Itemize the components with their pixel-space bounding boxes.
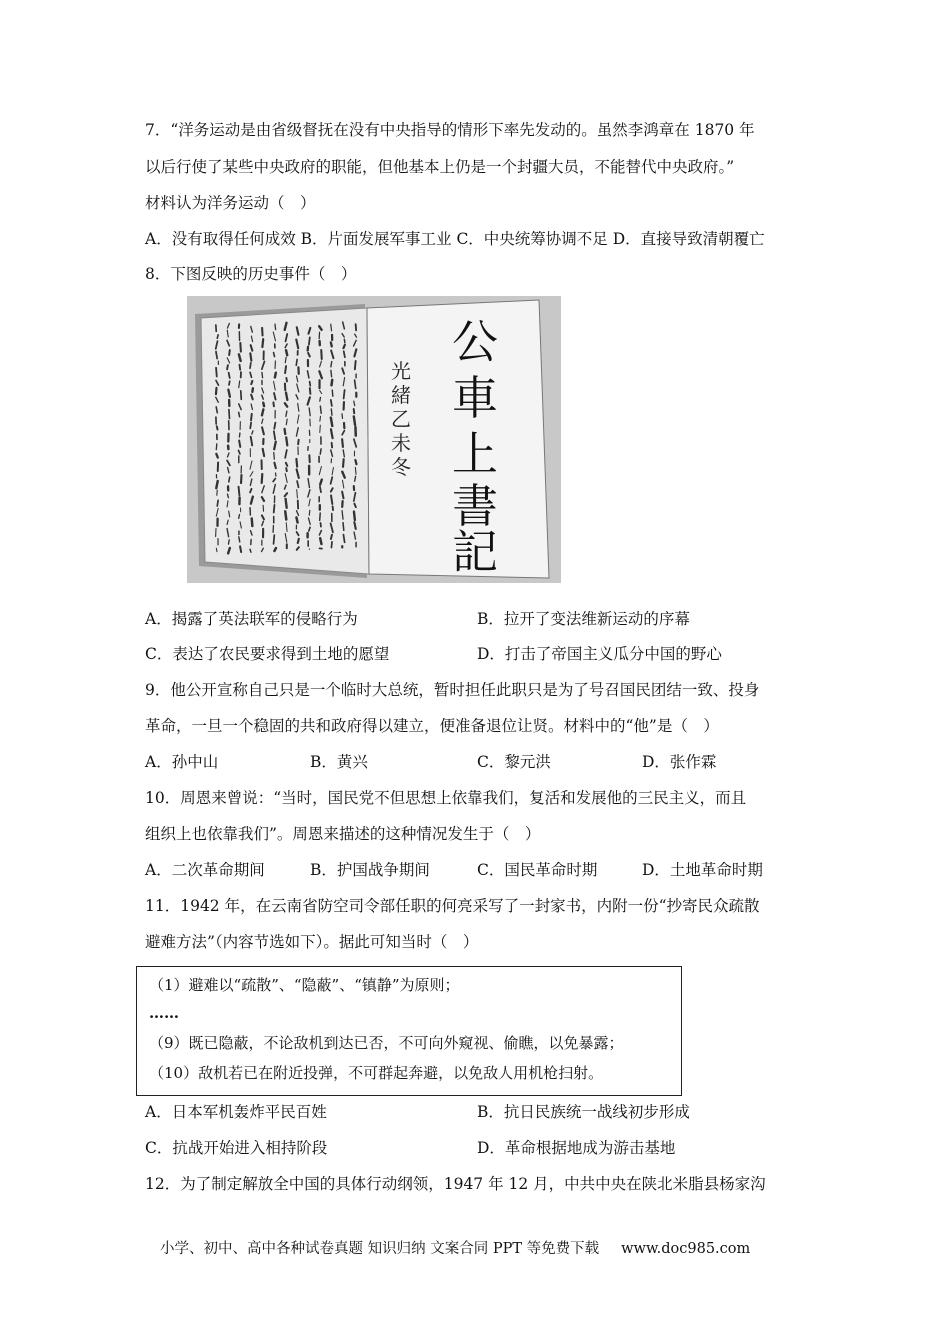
manuscript-stroke [320, 416, 321, 421]
q7-line-1: 7．“洋务运动是由省级督抚在没有中央指导的情形下率先发动的。虽然李鸿章在 1870 年 [145, 121, 755, 139]
manuscript-stroke [250, 489, 251, 493]
q10-line-1: 10．周恩来曾说：“当时，国民党不但思想上依靠我们，复活和发展他的三民主义，而且 [145, 789, 747, 807]
manuscript-stroke [320, 449, 321, 454]
manuscript-stroke [320, 397, 321, 401]
manuscript-stroke [240, 546, 241, 552]
manuscript-stroke [296, 359, 297, 365]
q10-option-b: B．护国战争期间 [310, 861, 430, 879]
title-char-4: 書 [452, 479, 498, 533]
manuscript-stroke [331, 542, 332, 548]
manuscript-stroke [309, 510, 310, 515]
manuscript-stroke [320, 538, 321, 544]
side-char-2: 緒 [391, 383, 411, 407]
side-char-4: 未 [391, 431, 411, 455]
manuscript-stroke [331, 380, 332, 385]
q11-quote-line-1: （1）避难以“疏散”、“隐蔽”、“镇静”为原则； [149, 976, 460, 994]
q10-option-d: D．土地革命时期 [642, 861, 763, 879]
manuscript-stroke [320, 425, 321, 432]
side-char-1: 光 [391, 359, 411, 383]
manuscript-stroke [263, 403, 264, 406]
manuscript-stroke [216, 481, 217, 488]
manuscript-stroke [355, 467, 356, 474]
q11-quote-box [136, 966, 682, 1096]
manuscript-stroke [343, 459, 344, 467]
manuscript-stroke [216, 388, 217, 394]
manuscript-stroke [354, 522, 355, 529]
manuscript-stroke [320, 487, 321, 493]
q9-option-a: A．孙中山 [145, 753, 219, 771]
manuscript-stroke [285, 429, 286, 434]
side-char-5: 冬 [391, 455, 411, 479]
manuscript-stroke [274, 452, 275, 459]
q10-option-c: C．国民革命时期 [477, 861, 598, 879]
manuscript-stroke [331, 370, 332, 376]
title-char-2: 車 [452, 371, 498, 425]
manuscript-stroke [331, 400, 332, 406]
manuscript-stroke [344, 339, 345, 342]
manuscript-stroke [262, 339, 263, 347]
manuscript-stroke [262, 372, 263, 377]
title-char-5: 記 [452, 525, 498, 579]
manuscript-stroke [240, 365, 241, 370]
manuscript-stroke [262, 474, 263, 483]
q9-option-d: D．张作霖 [642, 753, 717, 771]
manuscript-stroke [331, 535, 332, 539]
manuscript-stroke [331, 362, 332, 367]
manuscript-stroke [343, 345, 344, 348]
manuscript-stroke [320, 406, 321, 413]
q9-option-c: C．黎元洪 [477, 753, 551, 771]
manuscript-stroke [274, 423, 275, 429]
manuscript-stroke [274, 505, 275, 513]
manuscript-stroke [331, 342, 332, 346]
manuscript-stroke [355, 460, 356, 464]
manuscript-stroke [250, 353, 251, 360]
manuscript-stroke [285, 511, 286, 519]
manuscript-stroke [331, 495, 332, 504]
manuscript-stroke [274, 442, 276, 450]
manuscript-stroke [286, 499, 287, 508]
manuscript-stroke [342, 492, 343, 499]
manuscript-stroke [229, 410, 230, 419]
manuscript-stroke [229, 350, 230, 355]
manuscript-stroke [263, 449, 264, 456]
manuscript-stroke [285, 357, 286, 363]
manuscript-stroke [321, 350, 322, 359]
manuscript-stroke [251, 381, 252, 384]
manuscript-stroke [354, 504, 355, 508]
q7-options: A．没有取得任何成效 B．片面发展军事工业 C．中央统筹协调不足 D．直接导致清朝覆亡 [145, 230, 765, 248]
title-char-3: 上 [452, 427, 498, 481]
manuscript-stroke [354, 512, 355, 520]
manuscript-stroke [228, 548, 230, 553]
manuscript-stroke [262, 409, 263, 415]
manuscript-stroke [286, 468, 287, 471]
manuscript-stroke [354, 409, 355, 413]
manuscript-stroke [344, 351, 345, 357]
q7-line-2: 以后行使了某些中央政府的职能，但他基本上仍是一个封疆大员，不能替代中央政府。” [145, 158, 735, 176]
manuscript-stroke [216, 407, 217, 413]
manuscript-stroke [310, 388, 311, 394]
manuscript-stroke [275, 373, 276, 378]
manuscript-stroke [240, 343, 241, 352]
q11-quote-ellipsis: …… [149, 1004, 179, 1022]
manuscript-stroke [239, 354, 241, 361]
manuscript-stroke [285, 366, 286, 373]
manuscript-stroke [229, 381, 230, 385]
manuscript-stroke [331, 409, 332, 415]
manuscript-stroke [250, 549, 251, 552]
q11-option-a: A．日本军机轰炸平民百姓 [145, 1103, 327, 1121]
q9-line-2: 革命，一旦一个稳固的共和政府得以建立，便准备退位让贤。材料中的“他”是（ ） [145, 717, 719, 735]
q8-option-d: D．打击了帝国主义瓜分中国的野心 [477, 645, 722, 663]
manuscript-stroke [274, 548, 276, 551]
manuscript-stroke [228, 390, 230, 397]
manuscript-stroke [217, 500, 218, 506]
q8-option-a: A．揭露了英法联军的侵略行为 [145, 610, 358, 628]
manuscript-stroke [331, 418, 332, 426]
manuscript-stroke [320, 480, 322, 485]
manuscript-stroke [286, 393, 287, 400]
footer-text: 小学、初中、高中各种试卷真题 知识归纳 文案合同 PPT 等免费下载 [160, 1241, 600, 1257]
manuscript-stroke [343, 523, 344, 531]
manuscript-stroke [274, 431, 275, 439]
manuscript-stroke [286, 378, 287, 382]
manuscript-stroke [296, 517, 297, 522]
q11-line-1: 11．1942 年，在云南省防空司令部任职的何亮采写了一封家书，内附一份“抄寄民众疏散 [145, 897, 760, 915]
manuscript-stroke [286, 350, 287, 355]
q8-option-b: B．拉开了变法维新运动的序幕 [477, 610, 690, 628]
manuscript-stroke [239, 537, 240, 542]
manuscript-stroke [229, 477, 230, 482]
q8-option-c: C．表达了农民要求得到土地的愿望 [145, 645, 390, 663]
manuscript-stroke [342, 439, 343, 447]
manuscript-stroke [250, 423, 251, 429]
manuscript-stroke [275, 324, 276, 329]
manuscript-stroke [216, 368, 217, 377]
manuscript-stroke [354, 416, 355, 425]
manuscript-stroke [320, 513, 321, 520]
manuscript-stroke [343, 535, 344, 543]
q10-option-a: A．二次革命期间 [145, 861, 265, 879]
q11-quote-line-4: （10）敌机若已在附近投弹，不可群起奔避，以免敌人用机枪扫射。 [149, 1064, 604, 1082]
manuscript-stroke [298, 539, 299, 543]
manuscript-stroke [274, 463, 275, 468]
manuscript-stroke [320, 523, 321, 527]
side-char-3: 乙 [391, 407, 411, 431]
manuscript-stroke [217, 335, 218, 338]
manuscript-stroke [286, 437, 287, 445]
manuscript-stroke [355, 476, 356, 481]
manuscript-stroke [286, 419, 287, 425]
page-footer [160, 1237, 750, 1258]
q10-line-2: 组织上也依靠我们”。周恩来描述的这种情况发生于（ ） [145, 825, 541, 843]
title-char-1: 公 [452, 315, 498, 369]
manuscript-stroke [274, 353, 275, 357]
manuscript-stroke [252, 518, 253, 526]
manuscript-stroke [310, 382, 311, 386]
manuscript-stroke [216, 548, 217, 551]
manuscript-stroke [298, 440, 299, 445]
manuscript-stroke [239, 412, 240, 416]
manuscript-stroke [227, 494, 228, 498]
footer-url[interactable]: www.doc985.com [621, 1241, 751, 1257]
manuscript-stroke [344, 390, 345, 398]
manuscript-stroke [216, 352, 217, 359]
q11-option-c: C．抗战开始进入相持阶段 [145, 1139, 328, 1157]
manuscript-stroke [216, 454, 217, 458]
manuscript-stroke [252, 388, 253, 392]
q11-quote-line-3: （9）既已隐蔽，不论敌机到达已否，不可向外窥视、偷瞧，以免暴露； [149, 1034, 624, 1052]
manuscript-stroke [250, 363, 251, 368]
manuscript-stroke [332, 390, 333, 396]
manuscript-stroke [296, 459, 297, 467]
manuscript-stroke [239, 440, 240, 446]
gongche-shangshu-photo [187, 296, 561, 583]
q8-stem: 8．下图反映的历史事件（ ） [145, 265, 357, 283]
manuscript-stroke [217, 426, 218, 429]
manuscript-stroke [286, 463, 287, 466]
q12-line-1: 12．为了制定解放全中国的具体行动纲领，1947 年 12 月，中共中央在陕北米脂县杨家沟 [145, 1175, 766, 1193]
manuscript-stroke [331, 324, 332, 331]
manuscript-stroke [239, 433, 240, 437]
manuscript-stroke [251, 414, 252, 420]
q9-line-1: 9．他公开宣称自己只是一个临时大总统，暂时担任此职只是为了号召国民团结一致、投身 [145, 681, 760, 699]
manuscript-stroke [342, 511, 343, 520]
manuscript-stroke [309, 337, 310, 344]
manuscript-stroke [241, 391, 242, 400]
q11-line-2: 避难方法”（内容节选如下）。据此可知当时（ ） [145, 933, 479, 951]
q11-option-b: B．抗日民族统一战线初步形成 [477, 1103, 690, 1121]
q7-line-3: 材料认为洋务运动（ ） [145, 194, 316, 212]
manuscript-stroke [227, 365, 228, 369]
manuscript-stroke [355, 380, 356, 388]
manuscript-stroke [274, 535, 275, 544]
manuscript-stroke [355, 361, 356, 369]
manuscript-stroke [239, 515, 240, 519]
manuscript-stroke [216, 444, 217, 450]
manuscript-stroke [229, 373, 230, 378]
q11-option-d: D．革命根据地成为游击基地 [477, 1139, 676, 1157]
q9-option-b: B．黄兴 [310, 753, 368, 771]
manuscript-stroke [239, 487, 240, 495]
manuscript-stroke [228, 540, 229, 544]
